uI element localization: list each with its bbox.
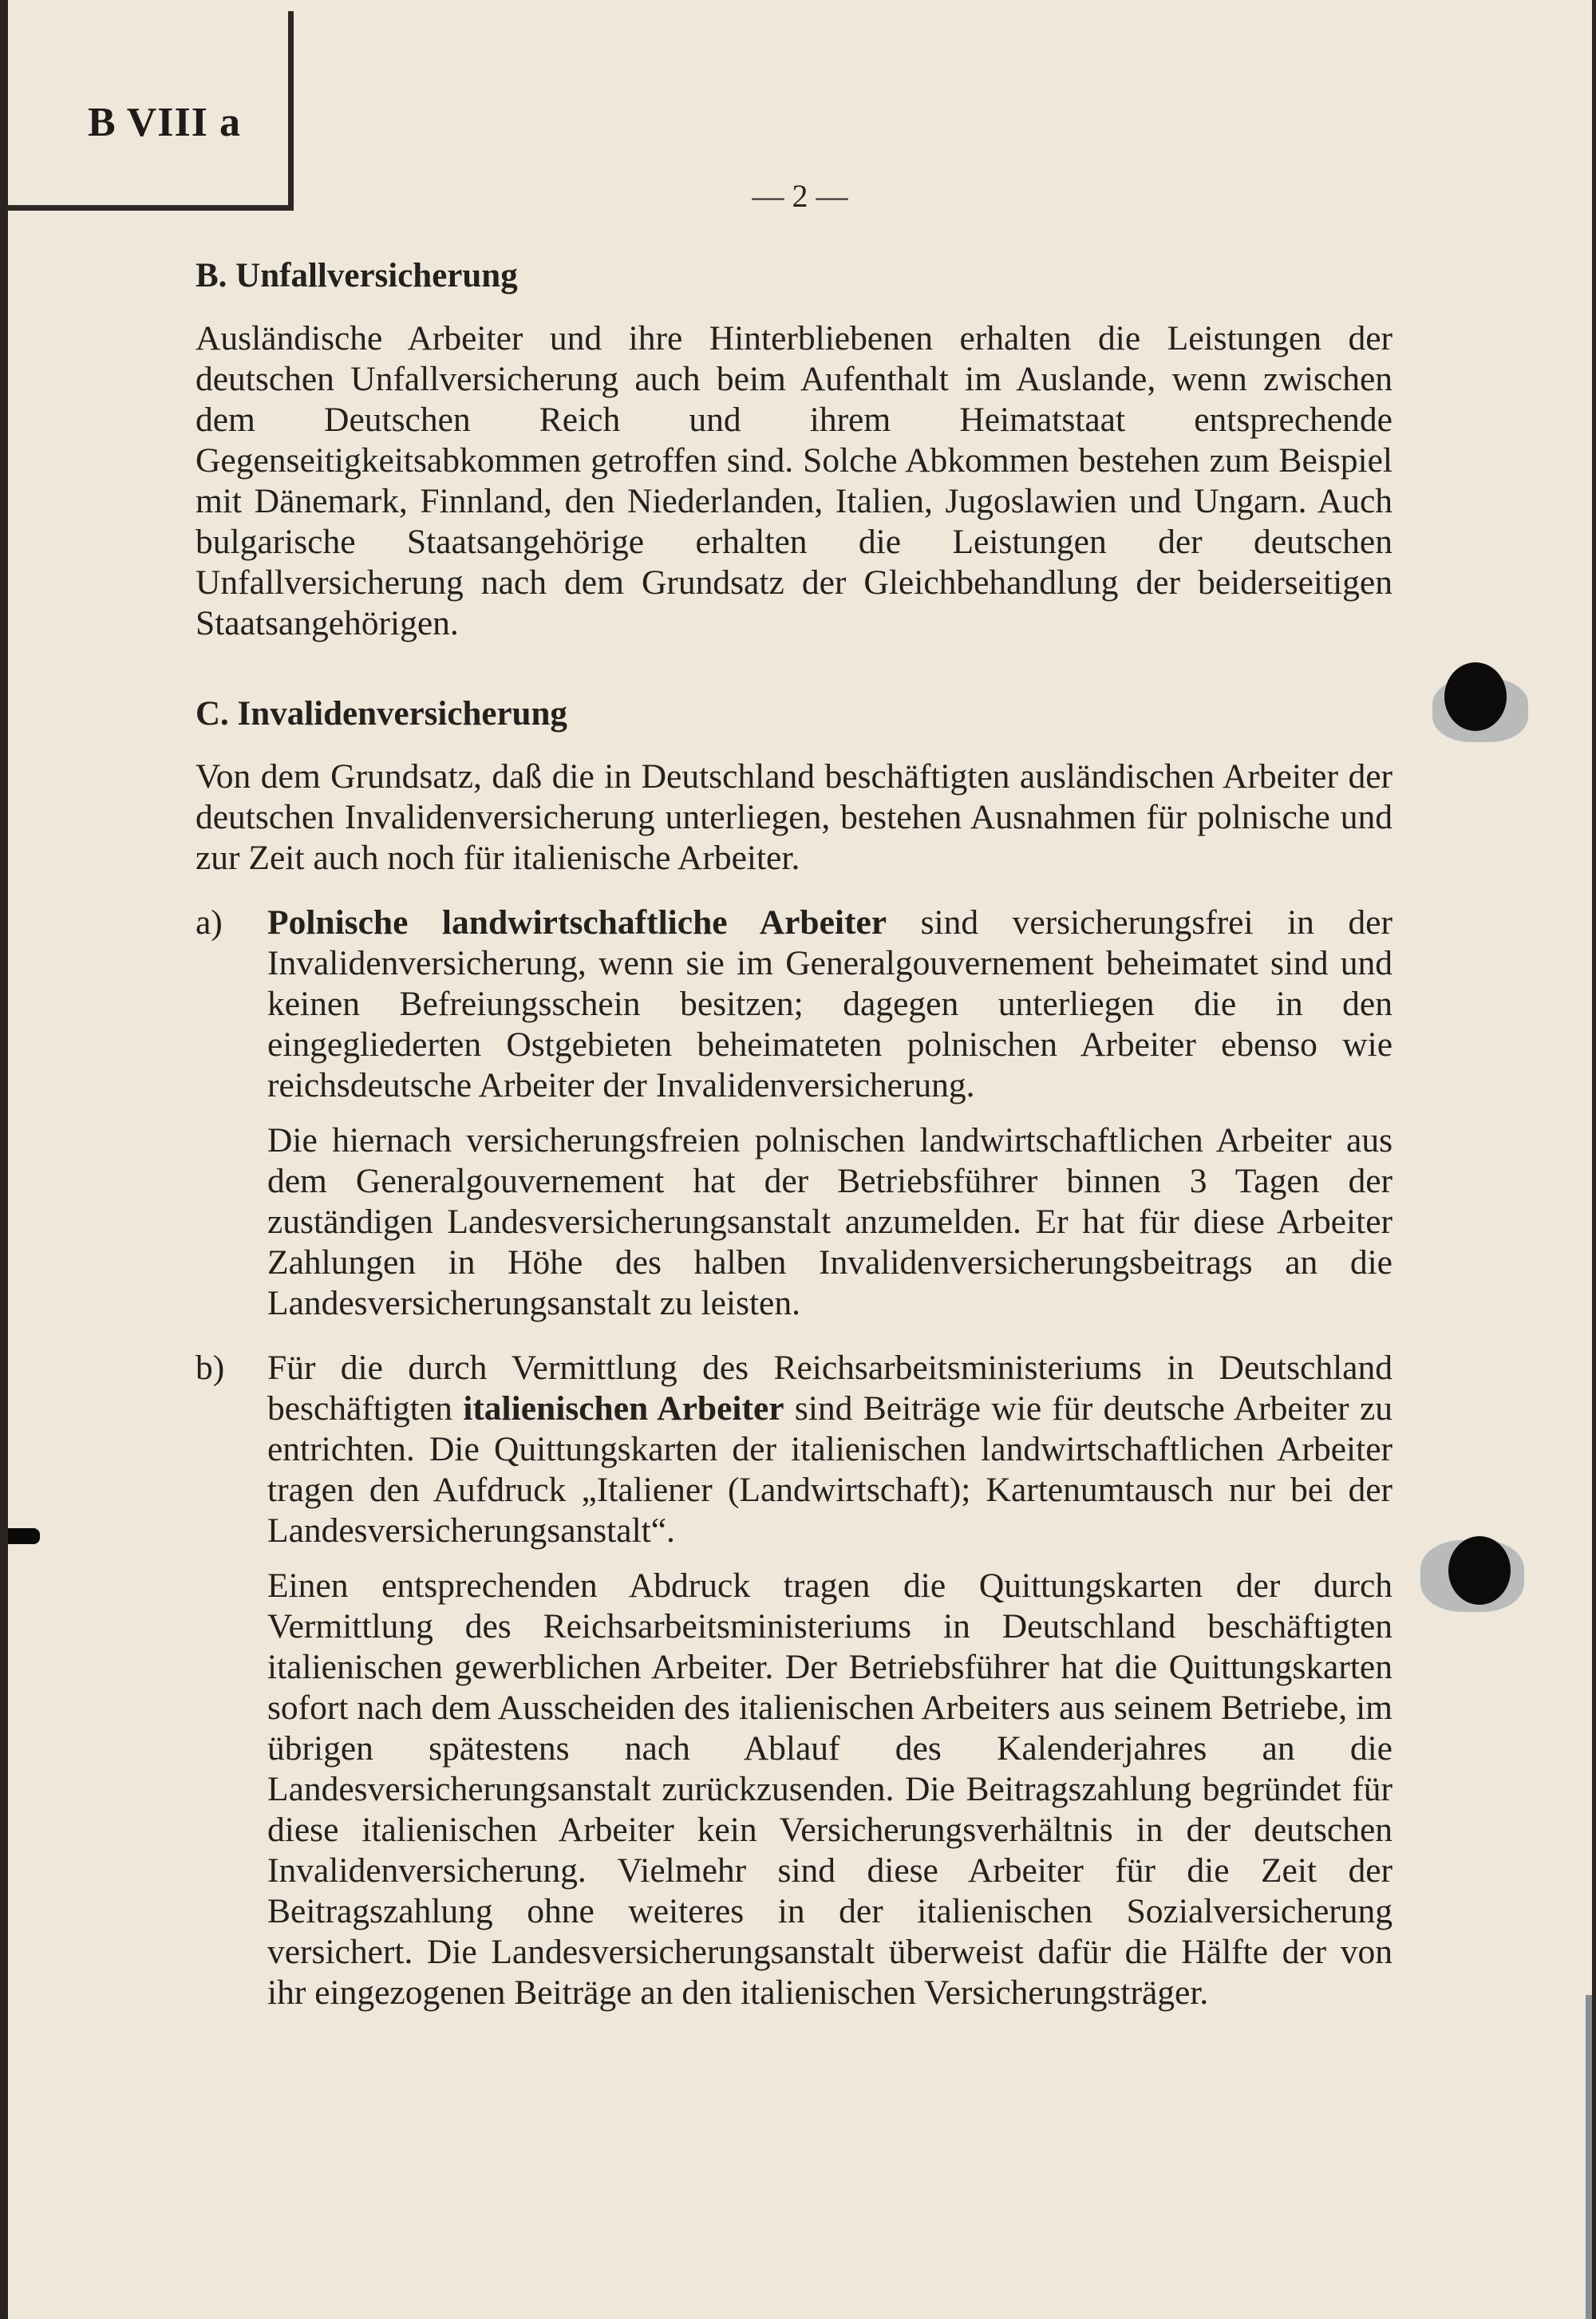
section-c (196, 693, 1393, 2013)
item-b-para2: Einen entsprechenden Abdruck tragen die Quittungskarten der durch Vermittlung des Reichsarbeitsministeriums in Deutschland beschäftigten italienischen gewerblichen Arbeiter. Der Betriebsführer hat die Quittungskarten sofort nach dem Ausscheiden des italienischen Arbeiters aus seinem Betriebe, im übrigen spätestens nach Ablauf des Kalenderjahres an die Landesversicherungsanstalt zurückzusenden. Die Beitragszahlung begründet für diese italienischen Arbeiter kein Versicherungsverhältnis in der deutschen Invalidenversicherung. Vielmehr sind diese Arbeiter für die Zeit der Beitragszahlung ohne weiteres in der italienischen Sozialversicherung versichert. Die Landesversicherungsanstalt überweist dafür die Hälfte der von ihr eingezogenen Beiträge an den italienischen Versicherungsträger. (267, 1566, 1393, 2012)
section-c-intro: Von dem Grundsatz, daß die in Deutschland beschäftigten ausländischen Arbeiter der deutschen Invalidenversicherung unterliegen, bestehen Ausnahmen für polnische und zur Zeit auch noch für italienische Arbeiter. (196, 757, 1393, 877)
item-b-bold: italienischen Arbeiter (463, 1389, 784, 1428)
list-item-b (196, 1348, 1393, 2013)
section-b-heading: B. Unfallversicherung (196, 257, 518, 294)
item-b-pre: Für die durch Vermittlung des Reichsarbeitsministeriums in Deutschland beschäftigten (267, 1349, 1393, 1428)
tab-label: B VIII a (88, 100, 242, 145)
item-a-bold: Polnische landwirtschaftliche Arbeiter (267, 903, 887, 942)
item-a-marker: a) (196, 903, 223, 942)
section-c-heading: C. Invalidenversicherung (196, 695, 567, 733)
document-body (196, 255, 1393, 2013)
section-b (196, 255, 1393, 644)
list-item-a (196, 903, 1393, 1324)
item-b-text (267, 1348, 1393, 1551)
page-number: — 2 — (752, 178, 848, 214)
item-b-marker: b) (196, 1349, 225, 1387)
edge-mark (8, 1528, 40, 1544)
section-b-text: Ausländische Arbeiter und ihre Hinterbliebenen erhalten die Leistungen der deutschen Unfallversicherung auch beim Aufenthalt im Auslande, wenn zwischen dem Deutschen Reich und ihrem Heimatstaat entsprechende Gegenseitigkeitsabkommen getroffen sind. Solche Abkommen bestehen zum Beispiel mit Dänemark, Finnland, den Niederlanden, Italien, Jugoslawien und Ungarn. Auch bulgarische Staatsangehörige erhalten die Leistungen der deutschen Unfallversicherung nach dem Grundsatz der Gleichbehandlung der beiderseitigen Staatsangehörigen. (196, 319, 1393, 642)
punch-hole-bottom (1448, 1536, 1511, 1605)
edge-shadow (1586, 1995, 1592, 2319)
item-a-text (267, 903, 1393, 1106)
item-b-rest: sind Beiträge wie für deutsche Arbeiter zu entrichten. Die Quittungskarten der italienischen landwirtschaftlichen Arbeiter tragen den Aufdruck „Italiener (Landwirtschaft); Kartenumtausch nur bei der Landesversicherungsanstalt“. (267, 1389, 1393, 1550)
punch-hole-top (1444, 662, 1507, 731)
document-page (8, 0, 1592, 2319)
item-a-para2: Die hiernach versicherungsfreien polnischen landwirtschaftlichen Arbeiter aus dem Generalgouvernement hat der Betriebsführer binnen 3 Tagen der zuständigen Landesversicherungsanstalt anzumelden. Er hat für diese Arbeiter Zahlungen in Höhe des halben Invalidenversicherungsbeitrags an die Landesversicherungsanstalt zu leisten. (267, 1121, 1393, 1322)
item-a-rest: sind versicherungsfrei in der Invalidenversicherung, wenn sie im Generalgouvernement beheimatet sind und keinen Befreiungsschein besitzen; dagegen unterliegen die in den eingegliederten Ostgebieten beheimateten polnischen Arbeiter ebenso wie reichsdeutsche Arbeiter der Invalidenversicherung. (267, 903, 1393, 1104)
